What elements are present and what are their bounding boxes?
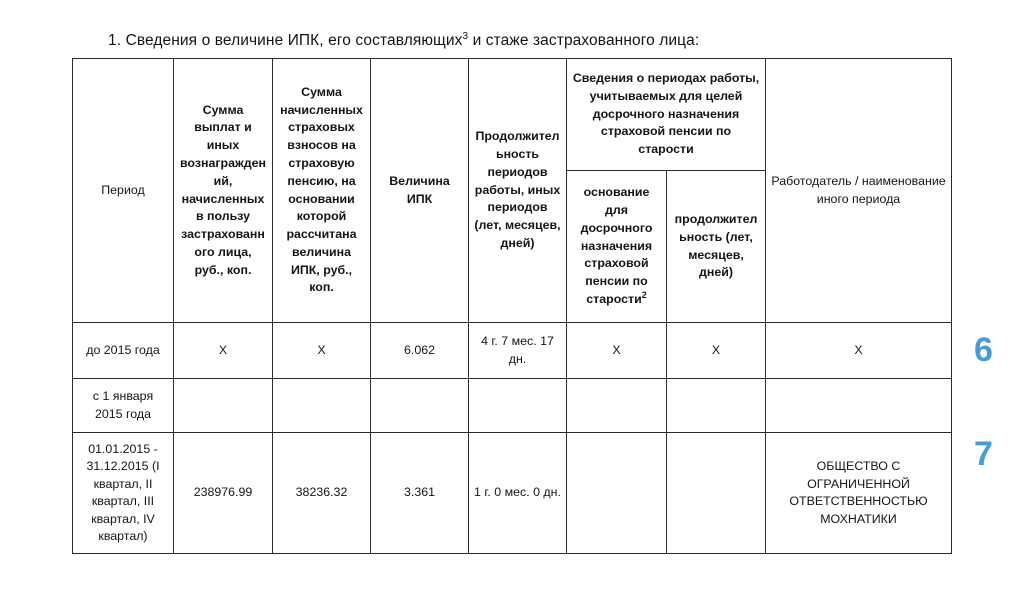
column-header-early-pension-basis-text: основание для досрочного назначения страховой пенсии по старости [580, 185, 653, 306]
column-header-period: Период [73, 59, 174, 323]
column-header-early-pension-basis [567, 171, 667, 323]
cell-early-pension-duration [667, 379, 766, 433]
column-header-contributions-sum: Сумма начисленных страховых взносов на страховую пенсию, на основании которой рассчитана величина ИПК, руб., коп. [273, 59, 371, 323]
column-header-payments-sum: Сумма выплат и иных вознаграждений, начисленных в пользу застрахованного лица, руб., коп. [174, 59, 273, 323]
header-row-primary [73, 59, 952, 171]
cell-duration-periods: 1 г. 0 мес. 0 дн. [469, 433, 567, 554]
cell-payments-sum: X [174, 323, 273, 379]
cell-payments-sum [174, 379, 273, 433]
cell-early-pension-basis [567, 433, 667, 554]
cell-period: 01.01.2015 - 31.12.2015 (I квартал, II квартал, III квартал, IV квартал) [73, 433, 174, 554]
cell-period: до 2015 года [73, 323, 174, 379]
table-row [73, 323, 952, 379]
column-header-early-pension-duration: продолжительность (лет, месяцев, дней) [667, 171, 766, 323]
column-header-early-pension-group: Сведения о периодах работы, учитываемых для целей досрочного назначения страховой пенсии по старости [567, 59, 766, 171]
column-header-employer: Работодатель / наименование иного периода [766, 59, 952, 323]
cell-employer: X [766, 323, 952, 379]
cell-early-pension-duration [667, 433, 766, 554]
table-row [73, 379, 952, 433]
cell-ipk-value: 6.062 [371, 323, 469, 379]
page-title-text: Сведения о величине ИПК, его составляющих [125, 32, 463, 49]
cell-contributions-sum: 38236.32 [273, 433, 371, 554]
cell-ipk-value: 3.361 [371, 433, 469, 554]
cell-early-pension-basis: X [567, 323, 667, 379]
table-header [73, 59, 952, 323]
cell-early-pension-duration: X [667, 323, 766, 379]
table-body [73, 323, 952, 554]
section-number: 1. [108, 32, 122, 49]
annotation-marker-7: 7 [974, 435, 993, 473]
cell-employer [766, 379, 952, 433]
cell-duration-periods: 4 г. 7 мес. 17 дн. [469, 323, 567, 379]
cell-contributions-sum: X [273, 323, 371, 379]
table-row [73, 433, 952, 554]
cell-ipk-value [371, 379, 469, 433]
ipk-summary-table [72, 58, 952, 554]
cell-payments-sum: 238976.99 [174, 433, 273, 554]
page-title [108, 31, 699, 51]
cell-contributions-sum [273, 379, 371, 433]
cell-period: с 1 января 2015 года [73, 379, 174, 433]
page-title-tail: и стаже застрахованного лица: [468, 32, 700, 49]
annotation-marker-6: 6 [974, 331, 993, 369]
title-footnote-marker: 3 [462, 30, 469, 42]
cell-early-pension-basis [567, 379, 667, 433]
column-header-duration-periods: Продолжительность периодов работы, иных периодов (лет, месяцев, дней) [469, 59, 567, 323]
cell-employer: ОБЩЕСТВО С ОГРАНИЧЕННОЙ ОТВЕТСТВЕННОСТЬЮ МОХНАТИКИ [766, 433, 952, 554]
early-pension-basis-footnote-marker: 2 [641, 289, 647, 300]
cell-duration-periods [469, 379, 567, 433]
column-header-ipk-value: Величина ИПК [371, 59, 469, 323]
